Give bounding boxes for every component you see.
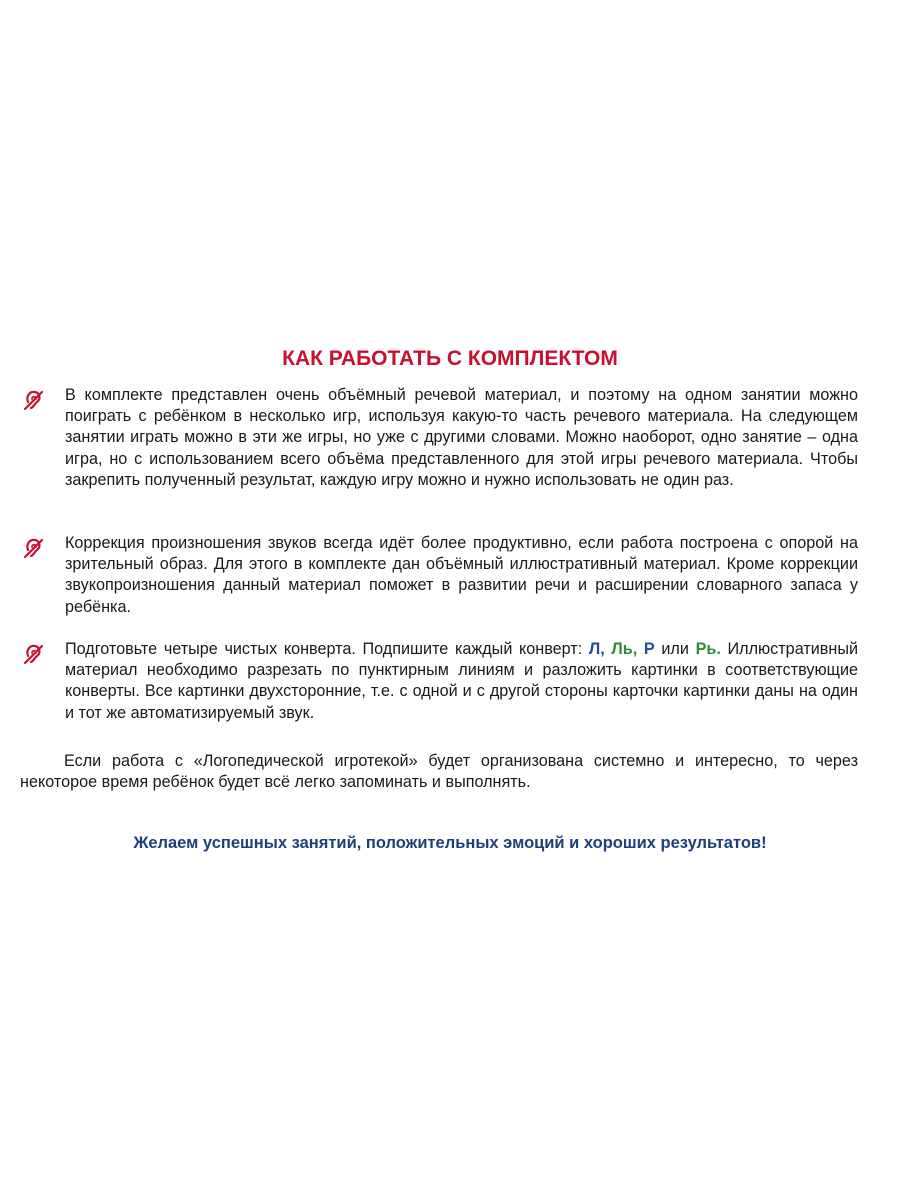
- page-title: КАК РАБОТАТЬ С КОМПЛЕКТОМ: [282, 347, 618, 370]
- ear-icon: [22, 536, 46, 560]
- bullet-text: В комплекте представлен очень объёмный речевой материал, и поэтому на одном занятии можно поиграть с ребёнком в несколько игр, используя какую-то часть речевого материала. На следующем занятии играть можно в эти же игры, но уже с другими словами. Можно наоборот, одно занятие – одна игра, но с использованием всего объёма представленного для этой игры речевого материала. Чтобы закрепить полученный результат, каждую игру можно и нужно использовать не один раз.: [65, 386, 858, 489]
- sound-label-r-soft: Рь.: [695, 640, 721, 658]
- closing-paragraph: Если работа с «Логопедической игротекой» будет организована системно и интересно, то через некоторое время ребёнок будет всё легко запоминать и выполнять.: [20, 752, 858, 792]
- bullet-text: Коррекция произношения звуков всегда идёт более продуктивно, если работа построена с опорой на зрительный образ. Для этого в комплекте дан объёмный иллюстративный материал. Кроме коррекции звукопроизношения данный материал поможет в развитии речи и расширении словарного запаса у ребёнка.: [65, 534, 858, 616]
- bullet-item: [22, 533, 858, 618]
- bullet-item: [22, 385, 858, 491]
- sound-label-l-soft: Ль: [611, 640, 633, 658]
- bullet-text-after: Иллюстративный материал необходимо разрезать по пунктирным линиям и разложить картинки в соответствующие конверты. Все картинки двухсторонние, т.е. с одной и с другой стороны карточки картинки даны на один и тот же автоматизируемый звук.: [65, 640, 859, 722]
- bullet-text: [65, 639, 858, 724]
- ear-icon: [22, 642, 46, 666]
- sound-separator: ,: [632, 640, 644, 658]
- bullet-text-before: Подготовьте четыре чистых конверта. Подпишите каждый конверт:: [65, 640, 589, 658]
- sound-separator: ,: [600, 640, 612, 658]
- bullet-item: [22, 639, 858, 724]
- ear-icon: [22, 388, 46, 412]
- wish-line: Желаем успешных занятий, положительных эмоций и хороших результатов!: [133, 834, 767, 852]
- sound-label-r: Р: [643, 640, 655, 658]
- sound-label-l: Л: [588, 640, 601, 658]
- sound-separator: или: [654, 640, 696, 658]
